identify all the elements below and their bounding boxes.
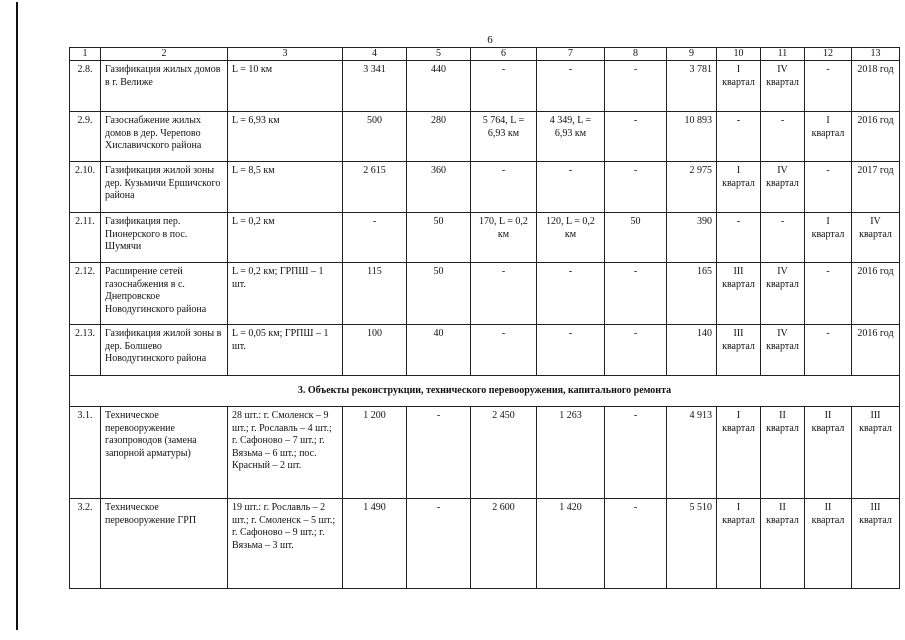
object-name: Расширение сетей газоснабжения в с. Днепровское Новодугинского района — [101, 263, 228, 325]
period-col-12: - — [805, 61, 852, 112]
end-period: - — [761, 112, 805, 162]
total-value: 140 — [667, 325, 717, 376]
object-parameters: L = 0,2 км — [228, 213, 343, 263]
value-col-7: - — [537, 61, 605, 112]
row-number: 2.12. — [70, 263, 101, 325]
value-col-6: - — [471, 263, 537, 325]
total-value: 5 510 — [667, 499, 717, 589]
object-parameters: L = 0,2 км; ГРПШ – 1 шт. — [228, 263, 343, 325]
end-period: IV квартал — [761, 162, 805, 213]
completion-period: 2018 год — [852, 61, 900, 112]
completion-period: IV квартал — [852, 213, 900, 263]
column-header: 10 — [717, 48, 761, 61]
value-col-4: 2 615 — [343, 162, 407, 213]
value-col-8: - — [605, 61, 667, 112]
value-col-8: - — [605, 325, 667, 376]
period-col-12: II квартал — [805, 407, 852, 499]
value-col-5: - — [407, 407, 471, 499]
table-row — [70, 325, 900, 376]
table-row — [70, 61, 900, 112]
object-parameters: L = 8,5 км — [228, 162, 343, 213]
value-col-7: - — [537, 162, 605, 213]
value-col-6: - — [471, 162, 537, 213]
total-value: 390 — [667, 213, 717, 263]
column-header-row — [70, 48, 900, 61]
column-header: 8 — [605, 48, 667, 61]
completion-period: 2017 год — [852, 162, 900, 213]
column-header: 7 — [537, 48, 605, 61]
value-col-8: - — [605, 162, 667, 213]
column-header: 2 — [101, 48, 228, 61]
row-number: 2.9. — [70, 112, 101, 162]
object-name: Техническое перевооружение газопроводов (замена запорной арматуры) — [101, 407, 228, 499]
object-name: Газификация жилых домов в г. Велиже — [101, 61, 228, 112]
start-period: I квартал — [717, 61, 761, 112]
table-row — [70, 162, 900, 213]
value-col-6: 2 450 — [471, 407, 537, 499]
value-col-6: - — [471, 325, 537, 376]
table-row — [70, 213, 900, 263]
column-header: 4 — [343, 48, 407, 61]
value-col-6: 170, L = 0,2 км — [471, 213, 537, 263]
value-col-6: 2 600 — [471, 499, 537, 589]
total-value: 3 781 — [667, 61, 717, 112]
start-period: III квартал — [717, 325, 761, 376]
column-header: 5 — [407, 48, 471, 61]
start-period: I квартал — [717, 499, 761, 589]
object-parameters: 19 шт.: г. Рославль – 2 шт.; г. Смоленск – 5 шт.; г. Сафоново – 9 шт.; г. Вязьма – 3 шт. — [228, 499, 343, 589]
column-header: 1 — [70, 48, 101, 61]
column-header: 9 — [667, 48, 717, 61]
value-col-8: 50 — [605, 213, 667, 263]
object-parameters: L = 0,05 км; ГРПШ – 1 шт. — [228, 325, 343, 376]
end-period: - — [761, 213, 805, 263]
object-name: Газификация жилой зоны дер. Кузьмичи Ершичского района — [101, 162, 228, 213]
total-value: 2 975 — [667, 162, 717, 213]
value-col-4: 500 — [343, 112, 407, 162]
value-col-4: 115 — [343, 263, 407, 325]
object-parameters: L = 10 км — [228, 61, 343, 112]
object-parameters: 28 шт.: г. Смоленск – 9 шт.; г. Рославль – 4 шт.; г. Сафоново – 7 шт.; г. Вязьма – 6 шт.; пос. Красный – 2 шт. — [228, 407, 343, 499]
completion-period: 2016 год — [852, 325, 900, 376]
object-name: Газоснабжение жилых домов в дер. Черепово Хиславичского района — [101, 112, 228, 162]
start-period: - — [717, 213, 761, 263]
column-header: 13 — [852, 48, 900, 61]
value-col-5: 50 — [407, 263, 471, 325]
period-col-12: - — [805, 162, 852, 213]
period-col-12: - — [805, 325, 852, 376]
value-col-7: 120, L = 0,2 км — [537, 213, 605, 263]
section-title: 3. Объекты реконструкции, технического перевооружения, капитального ремонта — [70, 376, 900, 407]
value-col-4: 1 490 — [343, 499, 407, 589]
value-col-6: 5 764, L = 6,93 км — [471, 112, 537, 162]
value-col-4: 1 200 — [343, 407, 407, 499]
object-name: Техническое перевооружение ГРП — [101, 499, 228, 589]
page-number: 6 — [487, 34, 493, 46]
value-col-7: - — [537, 263, 605, 325]
column-header: 3 — [228, 48, 343, 61]
column-header: 12 — [805, 48, 852, 61]
value-col-8: - — [605, 407, 667, 499]
completion-period: 2016 год — [852, 263, 900, 325]
section-header-row — [70, 376, 900, 407]
row-number: 2.13. — [70, 325, 101, 376]
value-col-7: 1 420 — [537, 499, 605, 589]
table-row — [70, 112, 900, 162]
total-value: 4 913 — [667, 407, 717, 499]
value-col-5: - — [407, 499, 471, 589]
completion-period: III квартал — [852, 407, 900, 499]
start-period: I квартал — [717, 162, 761, 213]
object-name: Газификация жилой зоны в дер. Болшево Новодугинского района — [101, 325, 228, 376]
row-number: 3.1. — [70, 407, 101, 499]
end-period: IV квартал — [761, 61, 805, 112]
value-col-5: 40 — [407, 325, 471, 376]
value-col-8: - — [605, 499, 667, 589]
value-col-7: - — [537, 325, 605, 376]
value-col-5: 280 — [407, 112, 471, 162]
value-col-7: 4 349, L = 6,93 км — [537, 112, 605, 162]
value-col-5: 50 — [407, 213, 471, 263]
period-col-12: I квартал — [805, 112, 852, 162]
table-row — [70, 499, 900, 589]
period-col-12: II квартал — [805, 499, 852, 589]
value-col-8: - — [605, 263, 667, 325]
object-parameters: L = 6,93 км — [228, 112, 343, 162]
value-col-4: 3 341 — [343, 61, 407, 112]
value-col-4: - — [343, 213, 407, 263]
value-col-5: 360 — [407, 162, 471, 213]
period-col-12: I квартал — [805, 213, 852, 263]
object-name: Газификация пер. Пионерского в пос. Шумячи — [101, 213, 228, 263]
value-col-7: 1 263 — [537, 407, 605, 499]
start-period: - — [717, 112, 761, 162]
table-row — [70, 407, 900, 499]
value-col-8: - — [605, 112, 667, 162]
row-number: 3.2. — [70, 499, 101, 589]
column-header: 6 — [471, 48, 537, 61]
column-header: 11 — [761, 48, 805, 61]
completion-period: III квартал — [852, 499, 900, 589]
row-number: 2.11. — [70, 213, 101, 263]
end-period: IV квартал — [761, 263, 805, 325]
value-col-5: 440 — [407, 61, 471, 112]
period-col-12: - — [805, 263, 852, 325]
total-value: 165 — [667, 263, 717, 325]
completion-period: 2016 год — [852, 112, 900, 162]
total-value: 10 893 — [667, 112, 717, 162]
table-row — [70, 263, 900, 325]
end-period: II квартал — [761, 499, 805, 589]
main-table — [69, 47, 900, 589]
value-col-6: - — [471, 61, 537, 112]
start-period: I квартал — [717, 407, 761, 499]
end-period: IV квартал — [761, 325, 805, 376]
end-period: II квартал — [761, 407, 805, 499]
value-col-4: 100 — [343, 325, 407, 376]
row-number: 2.8. — [70, 61, 101, 112]
row-number: 2.10. — [70, 162, 101, 213]
left-margin-line — [16, 2, 18, 630]
start-period: III квартал — [717, 263, 761, 325]
